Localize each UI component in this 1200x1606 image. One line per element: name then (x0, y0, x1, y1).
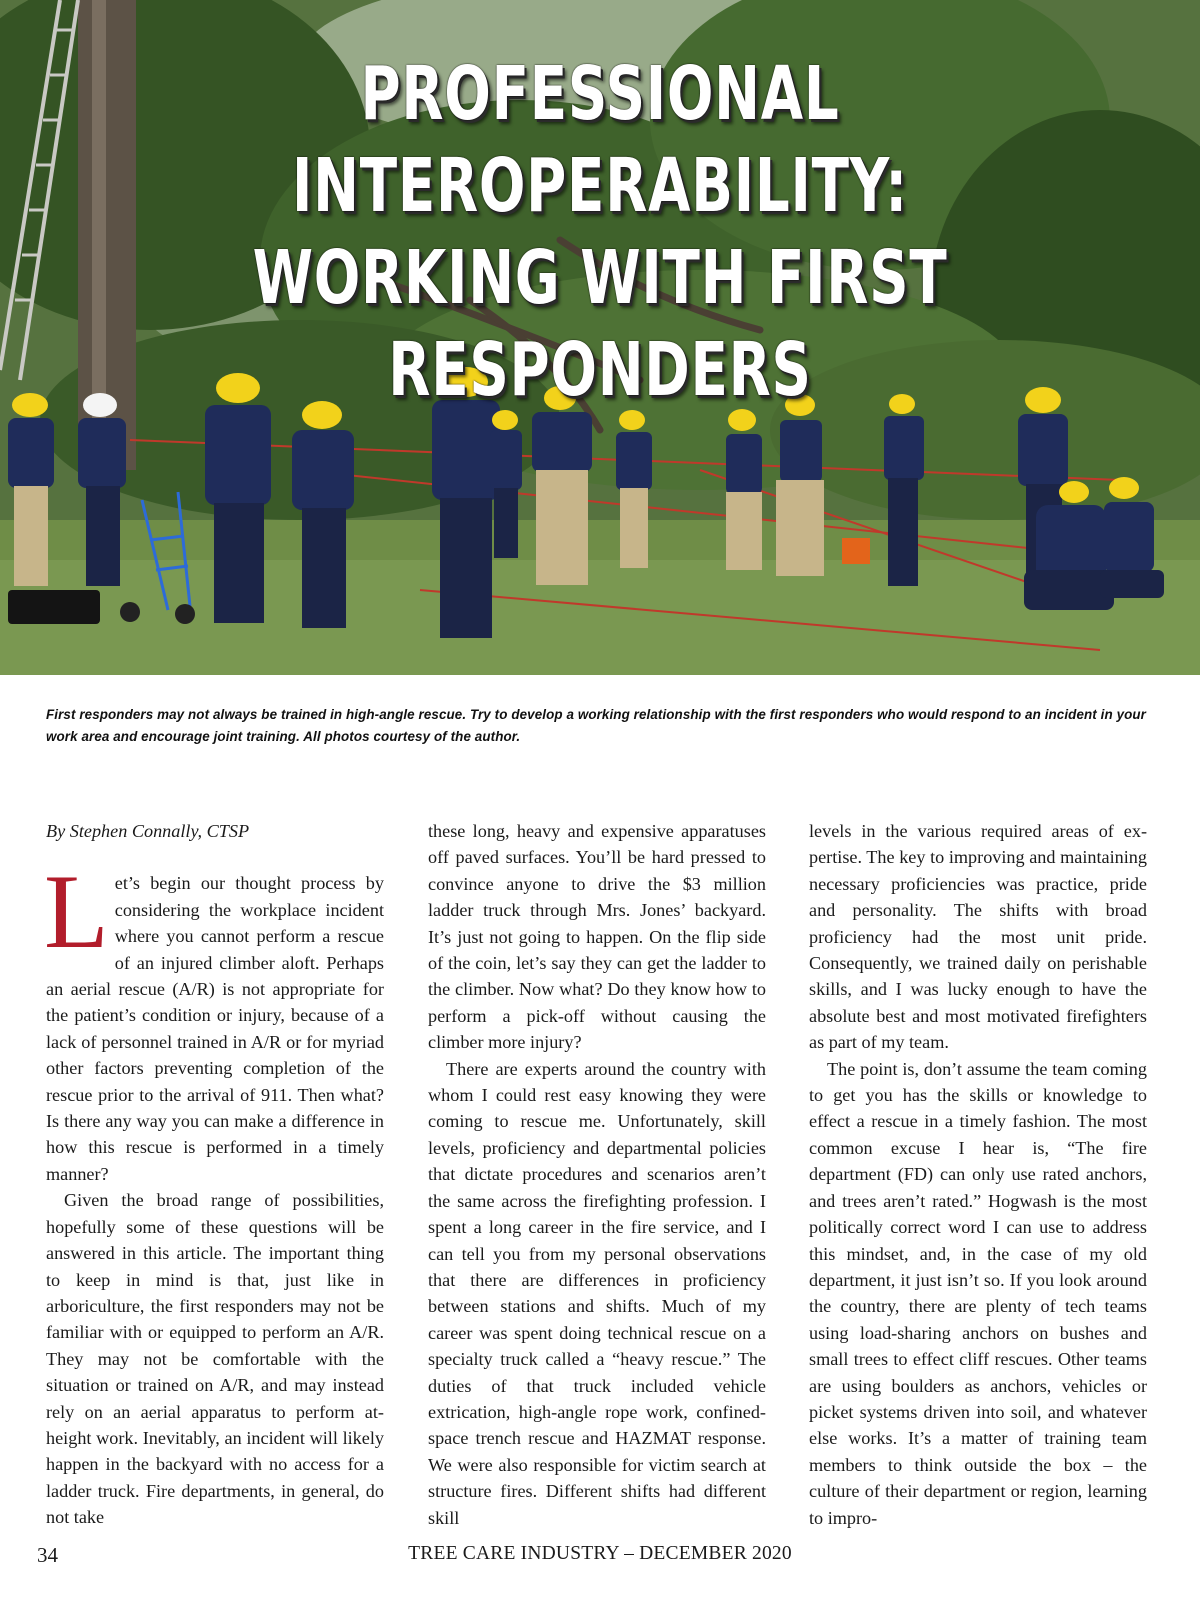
paragraph-1-text: et’s begin our thought process by considering the workplace incident where you cannot perform a rescue of an injured climber aloft. Perhaps an aerial rescue (A/R) is not appropriate for the patient’s condition or injury, because of a lack of personnel trained in A/R or for myriad other factors preventing completion of the rescue prior to the arrival of 911. Then what? Is there any way you can make a difference in how this rescue is performed in a timely manner? (46, 873, 384, 1184)
byline: By Stephen Connally, CTSP (46, 821, 250, 841)
gear-bag (8, 590, 100, 624)
page-number: 34 (37, 1543, 58, 1567)
article-title (156, 48, 1044, 416)
paragraph-6: The point is, don’t assume the team coming to get you has the skills or knowledge to effect a rescue in a timely fashion. The most common excuse I hear is, “The fire department (FD) can only use rated anchors, and trees aren’t rated.” Hogwash is the most politically correct word I can use to address this mindset, and, in the case of my old department, it just isn’t so. If you look around the country, there are plenty of tech teams using load-sharing anchors on bushes and small trees to effect cliff rescues. Other teams are using boulders as anchors, vehicles or picket systems driven into soil, and whatever else works. It’s a matter of training team members to think outside the box – the culture of their department or region, learning to impro- (809, 1058, 1147, 1528)
paragraph-2: Given the broad range of possibilities, hopefully some of these questions will be answered in this article. The important thing to keep in mind is that, just like in arboriculture, the first responders may not be familiar with or equipped to perform an A/R. They may not be comfortable with the situation or trained on A/R, and may instead rely on an aerial apparatus to perform at-height work. Inevitably, an incident will likely happen in the backyard with no access for a ladder truck. Fire departments, in general, do not take (46, 1190, 384, 1528)
column-1 (46, 818, 384, 1531)
orange-bucket (842, 538, 870, 564)
title-line-1: PROFESSIONAL INTEROPERABILITY: (292, 51, 908, 229)
drop-cap: L (44, 853, 109, 971)
paragraph-1 (44, 853, 384, 1187)
paragraph-3: these long, heavy and expensive apparatuses off paved surfaces. You’ll be hard pressed to convince anyone to drive the $3 million ladder truck through Mrs. Jones’ backyard. It’s just not going to happen. On the flip side of the coin, let’s say they can get the ladder to the climber. Now what? Do they know how to perform a pick-off without causing the climber more injury? (428, 821, 766, 1053)
title-line-2: WORKING WITH FIRST RESPONDERS (252, 235, 948, 413)
paragraph-5: levels in the various required areas of expertise. The key to improving and maintaining necessary proficiencies was practice, pride and personality. The shifts with broad proficiency had the most unit pride. Consequently, we trained daily on perishable skills, and I was lucky enough to have the absolute best and most motivated firefighters as part of my team. (809, 821, 1147, 1053)
photo-caption: First responders may not always be trained in high-angle rescue. Try to develop a working relationship with the first responders who would respond to an incident in your work area and encourage joint training. All photos courtesy of the author. (46, 707, 1146, 744)
publication-footer: TREE CARE INDUSTRY – DECEMBER 2020 (408, 1543, 792, 1564)
paragraph-4: There are experts around the country with whom I could rest easy knowing they were coming to rescue me. Unfortunately, skill levels, proficiency and departmental policies that dictate procedures and scenarios aren’t the same across the firefighting profession. I spent a long career in the fire service, and I can tell you from my personal observations that there are differences in proficiency between stations and shifts. Much of my career was spent doing technical rescue on a specialty truck called a “heavy rescue.” The duties of that truck included vehicle extrication, high-angle rope work, confined-space trench rescue and HAZMAT response. We were also responsible for victim search at structure fires. Different shifts had different skill (428, 1058, 766, 1528)
hero-photo (0, 0, 1200, 675)
column-2 (428, 818, 766, 1531)
column-3 (809, 818, 1147, 1531)
